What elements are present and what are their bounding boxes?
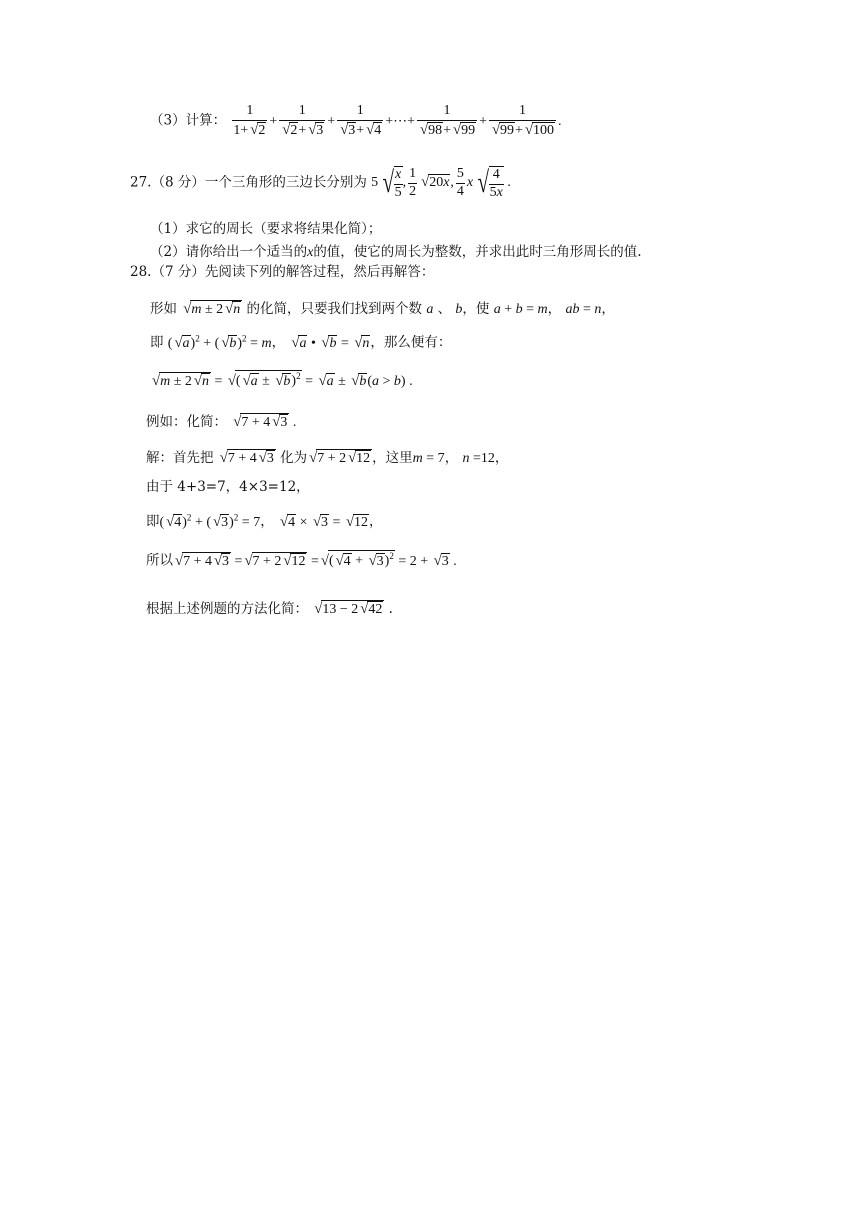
- term-fraction: $\frac{1}{1+√ 2}$: [232, 104, 267, 139]
- term-fraction: 1 √ 99+√ 100: [489, 104, 556, 139]
- text: 化为: [280, 450, 308, 466]
- q26-part3-label: （3）计算：: [150, 112, 227, 129]
- q26-part3: [150, 104, 562, 139]
- text: 形如: [150, 301, 177, 317]
- q28-ji2-line: 即(√ 4)$^2$ + (√ 3)$^2$ = 7， √ 4 × √ 3 = √ 12，: [146, 513, 383, 531]
- text: ，: [260, 513, 274, 530]
- text: ，: [369, 513, 383, 530]
- q27-part2: [150, 246, 642, 260]
- q28-head: 28.（7 分）先阅读下列的解答过程，然后再解答：: [130, 264, 435, 280]
- ellipsis: +⋯+: [385, 113, 416, 129]
- text: ，那么便有：: [370, 334, 452, 351]
- text: ，: [271, 334, 286, 351]
- q28-form-line: 形如 √ m ± 2√ n 的化简，只要我们找到两个数 a 、 b，使 a + b = m， ab = n，: [150, 300, 615, 318]
- text: ，: [494, 450, 509, 466]
- text: ，: [444, 450, 459, 466]
- text: 所以: [146, 552, 173, 569]
- text: 解：首先把: [146, 450, 214, 466]
- q28-formula-line: √ m ± 2√ n = √ (√ a ± √ b)$^2$ = √ a ± √ b(a > b) .: [150, 370, 413, 390]
- term-fraction: 1 √ 2+√ 3: [279, 104, 325, 139]
- q27-sides: 5 √ $\frac{x}{5}$ , $\frac{1}{2}$ √ 20x, $\frac{5}{4}$ x √ $\frac{4}{5x}$ .: [371, 175, 511, 190]
- text: 的化简，只要我们找到两个数: [246, 301, 423, 317]
- q28-solution-line: 解：首先把 √ 7 + 4√ 3 化为√ 7 + 2√ 12 ，这里m = 7， n =12，: [146, 449, 508, 467]
- q27-part2-var: x: [307, 245, 314, 260]
- q27-part1: （1）求它的周长（要求将结果化简）；: [150, 221, 382, 237]
- term-fraction: 1 √ 98+√ 99: [417, 104, 477, 139]
- q28-task-line: 根据上述例题的方法化简： √ 13 − 2√ 42 .: [146, 600, 393, 618]
- text: 根据上述例题的方法化简：: [146, 601, 308, 617]
- text: ，: [547, 301, 562, 317]
- q28-ji-line: 即 (√ a)$^2$ + (√ b)$^2$ = m， √ a • √ b = √ n，那么便有：: [150, 334, 451, 352]
- text: 即: [146, 513, 160, 530]
- text: ，这里: [372, 450, 413, 466]
- q27-part2-text-b: 的值，使它的周长为整数，并求出此时三角形周长的值.: [313, 244, 642, 260]
- text: ，: [601, 301, 615, 317]
- q28-example-line: 例如：化简： √ 7 + 4√ 3 .: [146, 413, 296, 431]
- q27-head-text: 27.（8 分）一个三角形的三边长分别为: [130, 174, 367, 191]
- text: 即: [150, 334, 164, 351]
- term-fraction: 1 √ 3+√ 4: [337, 104, 383, 139]
- q28-since-line: 由于 4+3=7，4×3=12，: [146, 479, 310, 495]
- q28-so-line: 所以√ 7 + 4√ 3 =√ 7 + 2√ 12 =√ (√ 4 + √ 3)$^2$ = 2 + √ 3 .: [146, 550, 457, 570]
- q27-part2-text-a: （2）请你给出一个适当的: [150, 244, 308, 260]
- q26-part3-expression: $\frac{1}{1+√ 2}$ + 1 √ 2+√ 3 + 1 √ 3+√ 4 +⋯+ 1 √ 98+√ 99 + 1 √ 99+√ 100 .: [230, 114, 561, 129]
- end-period: .: [558, 113, 562, 129]
- q27-head: [130, 166, 511, 200]
- text: ，使: [462, 301, 490, 317]
- text: .: [388, 601, 393, 617]
- text: 例如：化简：: [146, 414, 227, 430]
